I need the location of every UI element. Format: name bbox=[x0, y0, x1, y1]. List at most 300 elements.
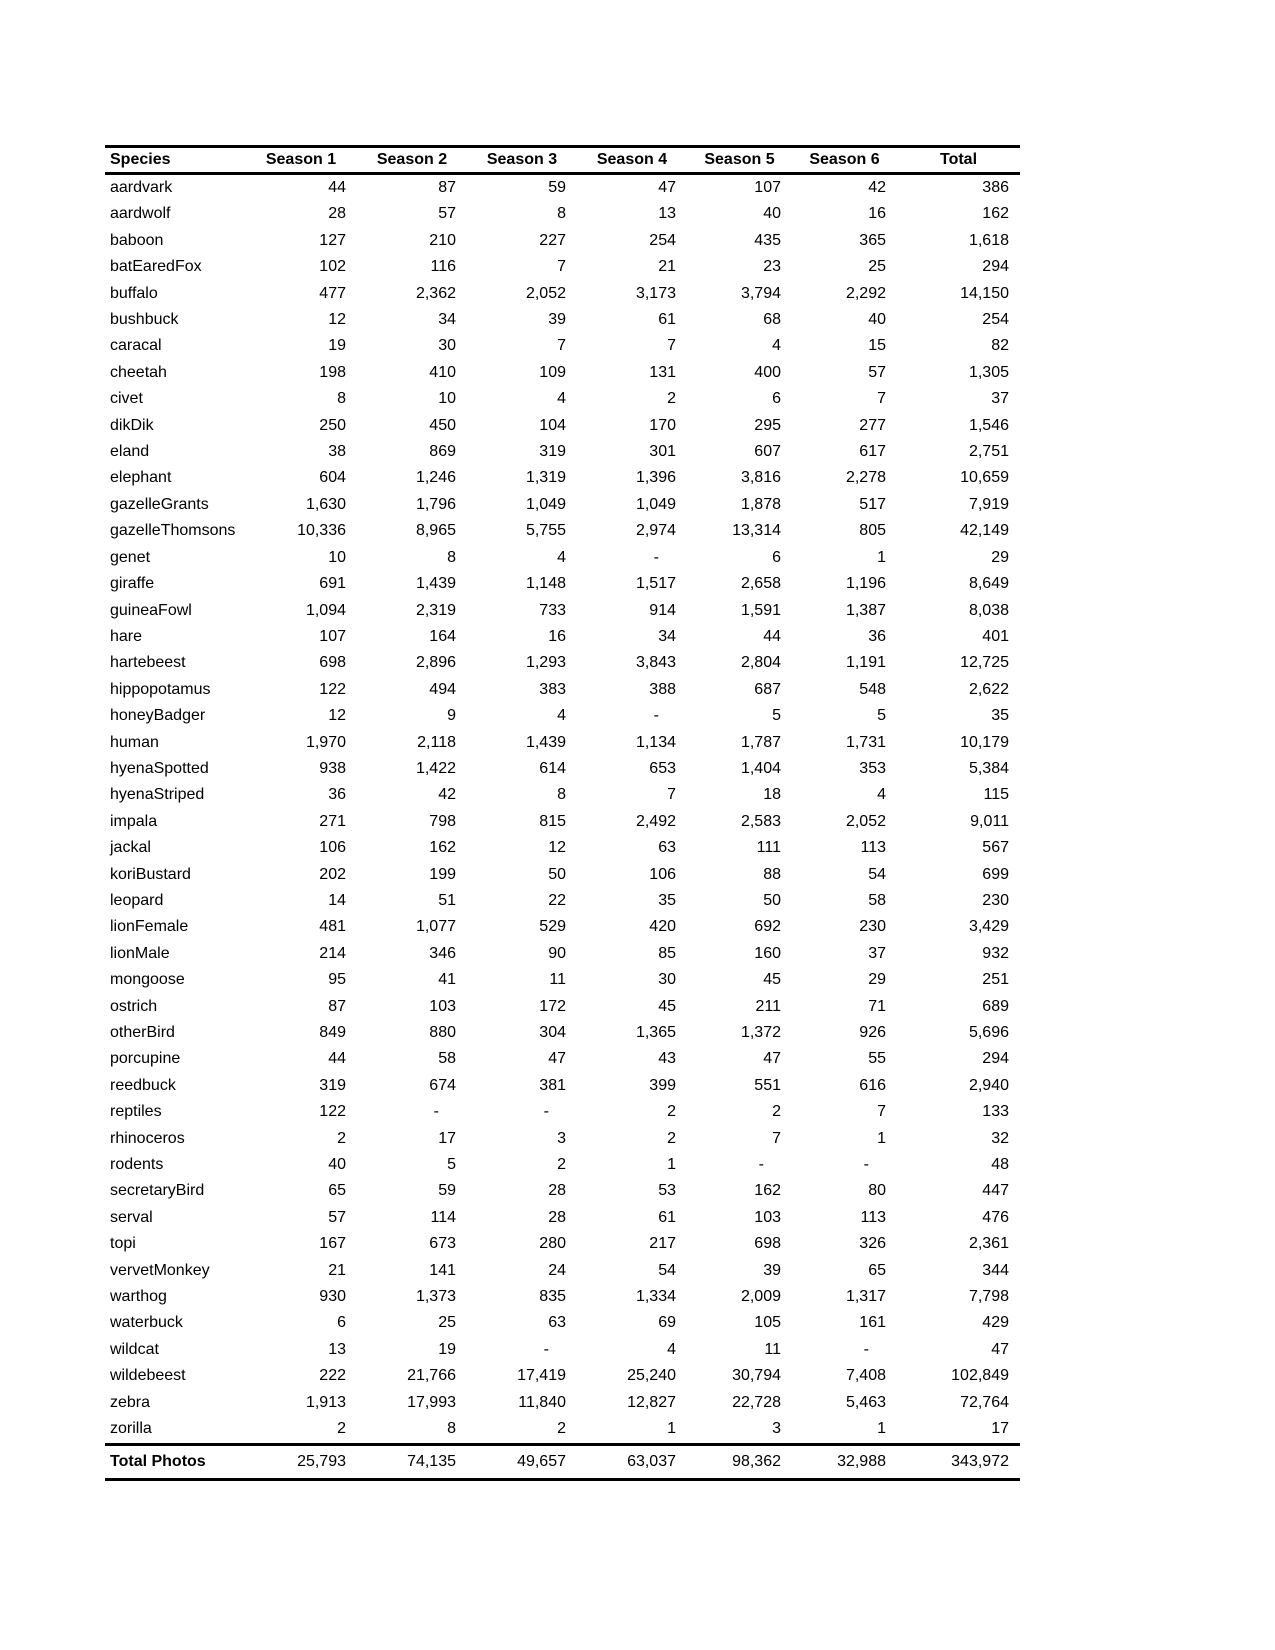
value-cell: 28 bbox=[548, 1208, 566, 1226]
value-cell: 1 bbox=[877, 1420, 886, 1438]
value-cell: 6 bbox=[772, 390, 781, 408]
table-row bbox=[105, 677, 1020, 703]
value-cell: 8 bbox=[557, 205, 566, 223]
value-cell: 849 bbox=[319, 1024, 346, 1041]
value-cell: 2,751 bbox=[968, 443, 1009, 461]
table-row bbox=[105, 254, 1020, 280]
value-cell: 162 bbox=[982, 205, 1009, 223]
value-cell: 2 bbox=[557, 1420, 566, 1438]
value-cell: 90 bbox=[548, 944, 566, 962]
value-cell: 42 bbox=[438, 786, 456, 804]
value-cell: 10,179 bbox=[960, 733, 1009, 751]
table-row bbox=[105, 413, 1020, 439]
value-cell: 8 bbox=[447, 1420, 456, 1438]
value-cell: 388 bbox=[649, 680, 676, 698]
value-cell: 1,387 bbox=[845, 601, 886, 619]
value-cell: 251 bbox=[982, 971, 1009, 989]
value-cell: 7 bbox=[772, 1129, 781, 1147]
value-cell: 1,913 bbox=[305, 1393, 346, 1411]
value-cell: 1,404 bbox=[740, 759, 781, 777]
value-cell: 254 bbox=[982, 311, 1009, 329]
value-cell: 42,149 bbox=[960, 522, 1009, 540]
species-cell: gazelleGrants bbox=[110, 495, 209, 513]
value-cell: 10,336 bbox=[297, 522, 346, 540]
value-cell: 2,009 bbox=[740, 1288, 781, 1306]
value-cell: 932 bbox=[982, 944, 1009, 962]
value-cell: 53 bbox=[658, 1182, 676, 1200]
value-cell: 5,696 bbox=[968, 1024, 1009, 1041]
species-cell: aardvark bbox=[110, 179, 173, 196]
total-value-cell: 25,793 bbox=[245, 1444, 357, 1479]
value-cell: 450 bbox=[429, 416, 456, 434]
value-cell: 410 bbox=[429, 363, 456, 381]
value-cell: 80 bbox=[868, 1182, 886, 1200]
value-cell: 38 bbox=[328, 443, 346, 461]
value-cell: 160 bbox=[754, 944, 781, 962]
value-cell: 7 bbox=[667, 786, 676, 804]
value-cell: 805 bbox=[859, 522, 886, 540]
value-cell: 12 bbox=[328, 707, 346, 725]
species-cell: human bbox=[110, 733, 159, 751]
value-cell: 5 bbox=[772, 707, 781, 725]
value-cell: 133 bbox=[982, 1103, 1009, 1121]
value-cell: 12 bbox=[328, 311, 346, 329]
value-cell: 3,173 bbox=[635, 284, 676, 302]
value-cell: 12 bbox=[548, 839, 566, 857]
value-cell: 5,755 bbox=[525, 522, 566, 540]
species-cell: otherBird bbox=[110, 1024, 175, 1041]
value-cell: 30 bbox=[438, 337, 456, 355]
value-cell: 30,794 bbox=[732, 1367, 781, 1385]
value-cell: 2,940 bbox=[968, 1076, 1009, 1094]
value-cell: 7 bbox=[557, 337, 566, 355]
species-cell: koriBustard bbox=[110, 865, 191, 883]
value-cell: 85 bbox=[658, 944, 676, 962]
value-cell: 869 bbox=[429, 443, 456, 461]
species-cell: waterbuck bbox=[110, 1314, 183, 1332]
species-cell: topi bbox=[110, 1235, 136, 1253]
total-value-cell: 98,362 bbox=[687, 1444, 792, 1479]
value-cell: - bbox=[863, 1156, 869, 1174]
value-cell: 691 bbox=[319, 575, 346, 593]
value-cell: 10 bbox=[438, 390, 456, 408]
value-cell: 429 bbox=[982, 1314, 1009, 1332]
species-cell: hyenaStriped bbox=[110, 786, 205, 804]
table-row bbox=[105, 1020, 1020, 1046]
value-cell: 614 bbox=[539, 759, 566, 777]
value-cell: 17 bbox=[991, 1420, 1009, 1438]
value-cell: 44 bbox=[763, 627, 781, 645]
value-cell: 24 bbox=[548, 1261, 566, 1279]
header-row bbox=[105, 147, 1020, 174]
value-cell: 105 bbox=[754, 1314, 781, 1332]
value-cell: 65 bbox=[868, 1261, 886, 1279]
value-cell: 1,372 bbox=[740, 1024, 781, 1041]
species-cell: reedbuck bbox=[110, 1076, 176, 1094]
value-cell: 2,974 bbox=[635, 522, 676, 540]
value-cell: 381 bbox=[539, 1076, 566, 1094]
value-cell: - bbox=[653, 707, 659, 725]
value-cell: 11,840 bbox=[518, 1393, 566, 1411]
value-cell: 10,659 bbox=[960, 469, 1009, 487]
value-cell: 400 bbox=[754, 363, 781, 381]
value-cell: 170 bbox=[649, 416, 676, 434]
species-cell: guineaFowl bbox=[110, 601, 192, 619]
value-cell: 2,362 bbox=[415, 284, 456, 302]
value-cell: 113 bbox=[860, 839, 886, 857]
value-cell: 2,278 bbox=[845, 469, 886, 487]
value-cell: 401 bbox=[982, 627, 1009, 645]
table-row bbox=[105, 941, 1020, 967]
value-cell: - bbox=[543, 1103, 549, 1121]
value-cell: 604 bbox=[319, 469, 346, 487]
value-cell: 14,150 bbox=[960, 284, 1009, 302]
value-cell: 1,094 bbox=[305, 601, 346, 619]
species-cell: eland bbox=[110, 443, 150, 461]
table-row bbox=[105, 201, 1020, 227]
value-cell: 40 bbox=[328, 1156, 346, 1174]
species-cell: jackal bbox=[110, 839, 151, 857]
table-row bbox=[105, 1363, 1020, 1389]
species-cell: wildcat bbox=[110, 1340, 159, 1358]
table-row bbox=[105, 1231, 1020, 1257]
value-cell: 230 bbox=[859, 918, 886, 936]
value-cell: 19 bbox=[328, 337, 346, 355]
value-cell: 58 bbox=[868, 891, 886, 909]
value-cell: 4 bbox=[557, 390, 566, 408]
value-cell: 12,827 bbox=[627, 1393, 676, 1411]
value-cell: 103 bbox=[429, 997, 456, 1015]
value-cell: 692 bbox=[754, 918, 781, 936]
value-cell: 47 bbox=[763, 1050, 781, 1068]
value-cell: 1,630 bbox=[305, 495, 346, 513]
value-cell: 4 bbox=[557, 707, 566, 725]
value-cell: 21,766 bbox=[407, 1367, 456, 1385]
value-cell: 25 bbox=[438, 1314, 456, 1332]
value-cell: 386 bbox=[982, 179, 1009, 196]
value-cell: 1,373 bbox=[415, 1288, 456, 1306]
value-cell: 880 bbox=[429, 1024, 456, 1041]
value-cell: 48 bbox=[991, 1156, 1009, 1174]
value-cell: 926 bbox=[859, 1024, 886, 1041]
value-cell: 2,658 bbox=[740, 575, 781, 593]
table-row bbox=[105, 888, 1020, 914]
value-cell: 304 bbox=[539, 1024, 566, 1041]
value-cell: 7 bbox=[557, 258, 566, 276]
value-cell: 63 bbox=[658, 839, 676, 857]
value-cell: 88 bbox=[763, 865, 781, 883]
table-row bbox=[105, 545, 1020, 571]
value-cell: - bbox=[863, 1340, 869, 1358]
table-row bbox=[105, 307, 1020, 333]
value-cell: 420 bbox=[649, 918, 676, 936]
value-cell: 1,305 bbox=[968, 363, 1009, 381]
species-cell: zebra bbox=[110, 1393, 151, 1411]
table-row bbox=[105, 835, 1020, 861]
value-cell: 198 bbox=[319, 363, 346, 381]
value-cell: 95 bbox=[328, 971, 346, 989]
value-cell: 44 bbox=[328, 1050, 346, 1068]
species-cell: lionMale bbox=[110, 944, 170, 962]
species-cell: rodents bbox=[110, 1156, 164, 1174]
value-cell: 39 bbox=[548, 311, 566, 329]
table-row bbox=[105, 1178, 1020, 1204]
value-cell: 1,246 bbox=[415, 469, 456, 487]
value-cell: 45 bbox=[763, 971, 781, 989]
value-cell: 113 bbox=[860, 1208, 886, 1226]
value-cell: 2,492 bbox=[635, 812, 676, 830]
value-cell: 21 bbox=[328, 1261, 346, 1279]
value-cell: 34 bbox=[438, 311, 456, 329]
value-cell: 7,408 bbox=[845, 1367, 886, 1385]
value-cell: 54 bbox=[868, 865, 886, 883]
value-cell: 8 bbox=[337, 390, 346, 408]
value-cell: 254 bbox=[649, 231, 676, 249]
value-cell: 103 bbox=[754, 1208, 781, 1226]
value-cell: 481 bbox=[319, 918, 346, 936]
table-row bbox=[105, 1126, 1020, 1152]
value-cell: 617 bbox=[859, 443, 886, 461]
value-cell: 1,334 bbox=[635, 1288, 676, 1306]
species-cell: cheetah bbox=[110, 363, 167, 381]
value-cell: 47 bbox=[658, 179, 676, 196]
value-cell: 674 bbox=[429, 1076, 456, 1094]
value-cell: 63 bbox=[548, 1314, 566, 1332]
species-cell: vervetMonkey bbox=[110, 1261, 210, 1279]
value-cell: 1,546 bbox=[968, 416, 1009, 434]
value-cell: 1,970 bbox=[305, 733, 346, 751]
value-cell: 477 bbox=[319, 284, 346, 302]
value-cell: 2 bbox=[667, 1103, 676, 1121]
table-row bbox=[105, 518, 1020, 544]
value-cell: 47 bbox=[548, 1050, 566, 1068]
value-cell: 22 bbox=[548, 891, 566, 909]
value-cell: 87 bbox=[328, 997, 346, 1015]
value-cell: 938 bbox=[319, 759, 346, 777]
value-cell: 2 bbox=[667, 1129, 676, 1147]
value-cell: 1,191 bbox=[845, 654, 886, 672]
value-cell: 8,965 bbox=[415, 522, 456, 540]
value-cell: 1,319 bbox=[525, 469, 566, 487]
value-cell: 295 bbox=[754, 416, 781, 434]
value-cell: 3,429 bbox=[968, 918, 1009, 936]
value-cell: 29 bbox=[868, 971, 886, 989]
value-cell: 21 bbox=[658, 258, 676, 276]
species-cell: warthog bbox=[110, 1288, 167, 1306]
value-cell: 5,463 bbox=[845, 1393, 886, 1411]
species-cell: hippopotamus bbox=[110, 680, 211, 698]
species-cell: ostrich bbox=[110, 997, 158, 1015]
value-cell: 1,731 bbox=[845, 733, 886, 751]
value-cell: 107 bbox=[319, 627, 346, 645]
species-cell: buffalo bbox=[110, 284, 158, 302]
value-cell: 3,794 bbox=[740, 284, 781, 302]
value-cell: 1,196 bbox=[845, 575, 886, 593]
value-cell: 1,517 bbox=[635, 575, 676, 593]
value-cell: 435 bbox=[754, 231, 781, 249]
value-cell: 202 bbox=[319, 865, 346, 883]
value-cell: 7,919 bbox=[968, 495, 1009, 513]
value-cell: 102 bbox=[319, 258, 346, 276]
value-cell: 4 bbox=[557, 548, 566, 566]
value-cell: 815 bbox=[539, 812, 566, 830]
species-cell: secretaryBird bbox=[110, 1182, 205, 1200]
value-cell: 1,365 bbox=[635, 1024, 676, 1041]
value-cell: 19 bbox=[438, 1340, 456, 1358]
value-cell: 1 bbox=[877, 1129, 886, 1147]
value-cell: 50 bbox=[548, 865, 566, 883]
table-header bbox=[105, 147, 1020, 174]
value-cell: 2 bbox=[772, 1103, 781, 1121]
value-cell: 23 bbox=[763, 258, 781, 276]
value-cell: 2,804 bbox=[740, 654, 781, 672]
value-cell: 2 bbox=[667, 390, 676, 408]
value-cell: 13,314 bbox=[732, 522, 781, 540]
species-cell: genet bbox=[110, 548, 151, 566]
value-cell: 494 bbox=[429, 680, 456, 698]
value-cell: 2 bbox=[557, 1156, 566, 1174]
table-row bbox=[105, 281, 1020, 307]
value-cell: 551 bbox=[754, 1076, 781, 1094]
value-cell: 65 bbox=[328, 1182, 346, 1200]
column-header-season-1: Season 1 bbox=[245, 147, 357, 174]
table-row bbox=[105, 1099, 1020, 1125]
value-cell: 1,049 bbox=[525, 495, 566, 513]
species-cell: hartebeest bbox=[110, 654, 186, 672]
table-row bbox=[105, 1258, 1020, 1284]
value-cell: 1,878 bbox=[740, 495, 781, 513]
value-cell: 698 bbox=[754, 1235, 781, 1253]
value-cell: 798 bbox=[429, 812, 456, 830]
table-row bbox=[105, 174, 1020, 202]
value-cell: 5 bbox=[877, 707, 886, 725]
value-cell: 61 bbox=[658, 1208, 676, 1226]
value-cell: 294 bbox=[982, 1050, 1009, 1068]
value-cell: 319 bbox=[319, 1076, 346, 1094]
value-cell: 10 bbox=[328, 548, 346, 566]
value-cell: 57 bbox=[868, 363, 886, 381]
species-cell: gazelleThomsons bbox=[110, 522, 236, 540]
value-cell: 11 bbox=[549, 971, 566, 989]
value-cell: 548 bbox=[859, 680, 886, 698]
value-cell: - bbox=[653, 548, 659, 566]
value-cell: 25 bbox=[868, 258, 886, 276]
value-cell: 28 bbox=[328, 205, 346, 223]
value-cell: 1,618 bbox=[968, 231, 1009, 249]
table-row bbox=[105, 703, 1020, 729]
value-cell: 17 bbox=[438, 1129, 456, 1147]
value-cell: 271 bbox=[319, 812, 346, 830]
column-header-season-6: Season 6 bbox=[792, 147, 897, 174]
value-cell: 8,649 bbox=[968, 575, 1009, 593]
value-cell: 111 bbox=[756, 839, 781, 857]
value-cell: 1,077 bbox=[415, 918, 456, 936]
value-cell: 227 bbox=[539, 231, 566, 249]
value-cell: 689 bbox=[982, 997, 1009, 1015]
value-cell: 131 bbox=[649, 363, 676, 381]
value-cell: 280 bbox=[539, 1235, 566, 1253]
value-cell: 1 bbox=[667, 1156, 676, 1174]
value-cell: 8 bbox=[447, 548, 456, 566]
species-cell: leopard bbox=[110, 891, 164, 909]
value-cell: 835 bbox=[539, 1288, 566, 1306]
value-cell: 699 bbox=[982, 865, 1009, 883]
value-cell: 2,622 bbox=[968, 680, 1009, 698]
species-cell: lionFemale bbox=[110, 918, 189, 936]
column-header-species: Species bbox=[105, 147, 245, 174]
value-cell: 4 bbox=[877, 786, 886, 804]
value-cell: 1,293 bbox=[525, 654, 566, 672]
value-cell: 82 bbox=[991, 337, 1009, 355]
table-row bbox=[105, 809, 1020, 835]
value-cell: 210 bbox=[429, 231, 456, 249]
value-cell: 42 bbox=[868, 179, 886, 196]
table-row bbox=[105, 465, 1020, 491]
value-cell: 41 bbox=[438, 971, 456, 989]
value-cell: 35 bbox=[991, 707, 1009, 725]
value-cell: 733 bbox=[539, 601, 566, 619]
value-cell: 2,319 bbox=[415, 601, 456, 619]
value-cell: 72,764 bbox=[960, 1393, 1009, 1411]
species-cell: mongoose bbox=[110, 971, 185, 989]
value-cell: 6 bbox=[772, 548, 781, 566]
value-cell: 9 bbox=[447, 707, 456, 725]
value-cell: 529 bbox=[539, 918, 566, 936]
value-cell: 11 bbox=[764, 1340, 781, 1358]
value-cell: 17,993 bbox=[407, 1393, 456, 1411]
value-cell: 1,148 bbox=[525, 575, 566, 593]
value-cell: 1 bbox=[667, 1420, 676, 1438]
value-cell: 109 bbox=[539, 363, 566, 381]
value-cell: 162 bbox=[754, 1182, 781, 1200]
value-cell: 3 bbox=[557, 1129, 566, 1147]
value-cell: 57 bbox=[328, 1208, 346, 1226]
table-row bbox=[105, 1310, 1020, 1336]
table-body bbox=[105, 174, 1020, 1445]
value-cell: 127 bbox=[319, 231, 346, 249]
value-cell: 12,725 bbox=[960, 654, 1009, 672]
value-cell: 7,798 bbox=[968, 1288, 1009, 1306]
total-value-cell: 343,972 bbox=[897, 1444, 1020, 1479]
table-row bbox=[105, 914, 1020, 940]
value-cell: 37 bbox=[991, 390, 1009, 408]
value-cell: 230 bbox=[982, 891, 1009, 909]
species-cell: dikDik bbox=[110, 416, 154, 434]
value-cell: 1,796 bbox=[415, 495, 456, 513]
value-cell: 45 bbox=[658, 997, 676, 1015]
value-cell: 28 bbox=[548, 1182, 566, 1200]
value-cell: 55 bbox=[868, 1050, 886, 1068]
table-row bbox=[105, 862, 1020, 888]
value-cell: 353 bbox=[859, 759, 886, 777]
value-cell: - bbox=[758, 1156, 764, 1174]
column-header-season-3: Season 3 bbox=[467, 147, 577, 174]
value-cell: 25,240 bbox=[627, 1367, 676, 1385]
species-cell: civet bbox=[110, 390, 143, 408]
value-cell: 161 bbox=[859, 1314, 886, 1332]
value-cell: 15 bbox=[868, 337, 886, 355]
value-cell: 4 bbox=[772, 337, 781, 355]
table-row bbox=[105, 1284, 1020, 1310]
table-row bbox=[105, 439, 1020, 465]
value-cell: 13 bbox=[658, 205, 676, 223]
value-cell: 47 bbox=[991, 1340, 1009, 1358]
total-value-cell: 32,988 bbox=[792, 1444, 897, 1479]
value-cell: 277 bbox=[859, 416, 886, 434]
total-value-cell: 74,135 bbox=[357, 1444, 467, 1479]
value-cell: 22,728 bbox=[732, 1393, 781, 1411]
value-cell: 114 bbox=[430, 1208, 456, 1226]
